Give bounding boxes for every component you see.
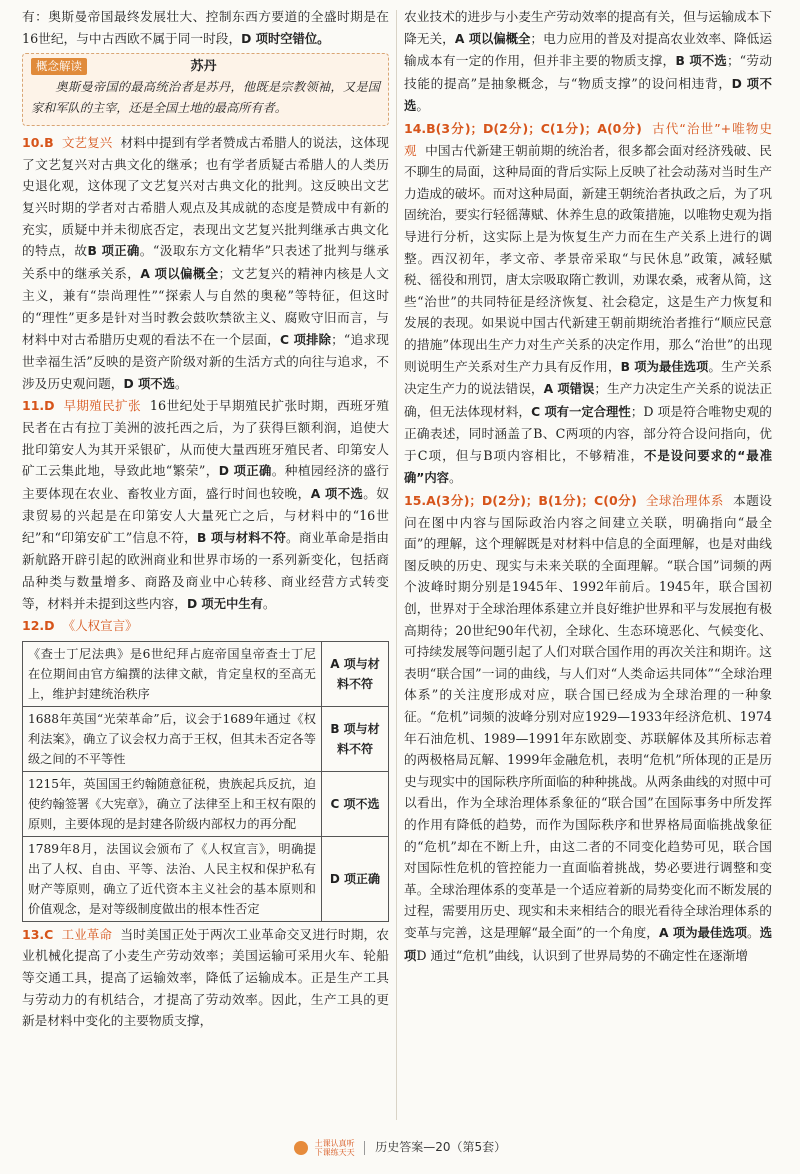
answer-topic: 早期殖民扩张 (63, 398, 141, 414)
page-number: 历史答案—20（第5套） (375, 1140, 507, 1154)
answer-topic: 《人权宣言》 (62, 618, 138, 634)
paragraph-continued: 有：奥斯曼帝国最终发展壮大、控制东西方要道的全盛时期是在16世纪，与中古西欧不属于同一时段，D 项时空错位。 (22, 9, 389, 46)
brand-logo-icon (294, 1141, 308, 1155)
page-footer (0, 1138, 800, 1157)
left-column (22, 6, 389, 1032)
answer-13-continued: 农业技术的进步与小麦生产劳动效率的提高有关，但与运输成本下降无关，A 项以偏概全；电力应用的普及对提高农业效率、降低运输成本有一定的作用，但并非主要的物质支撑，B 项不选；“劳动技能的提高”是抽象概念，与“物质支撑”的设问相违背，D 项不选。 (404, 9, 773, 114)
concept-box (22, 53, 389, 126)
table-row (23, 641, 389, 706)
table-cell-text: 1688年英国“光荣革命”后，议会于1689年通过《权利法案》，确立了议会权力高于王权，但其未否定各等级之间的不平等性 (23, 706, 322, 771)
table-cell-text: 1789年8月，法国议会颁布了《人权宣言》，明确提出了人权、自由、平等、法治、人民主权和保护私有财产等原则，确立了近代资本主义社会的基本原则和价值观念，是对等级制度做出的根本性否定 (23, 836, 322, 921)
answer-14: 14.B(3分)；D(2分)；C(1分)；A(0分) 古代“治世”+唯物史观 中国古代新建王朝前期的统治者，很多都会面对经济残破、民不聊生的局面，这种局面的背后实际上反映了社会动荡对当时生产力造成的破坏。而对这种局面，新建王朝统治者执政之后，为了巩固统治，要实行轻徭薄赋、休养生息的政策措施，以唯物史观为指导进行分析，这实际上是为恢复生产力而在生产关系上进行的调整。西汉初年，孝文帝、孝景帝采取“与民休息”政策，减轻赋税、徭役和刑罚，唐太宗吸取隋亡教训，劝课农桑，戒奢从简，这些“治世”的共同特征是经济恢复、社会稳定，这是生产力恢复和发展的表现。如果说中国古代新建王朝前期统治者推行“顺应民意的措施”体现出生产力对生产关系的决定作用，那么“治世”的出现则说明生产关系对生产力具有反作用，B 项为最佳选项。生产关系决定生产力的说法错误，A 项错误；生产力决定生产关系的说法正确，但无法体现材料，C 项有一定合理性；D 项是符合唯物史观的正确表述，同时涵盖了B、C两项的内容，部分符合设问指向，优于C项，但与B项内容相比，不够精准，不是设问要求的“最准确”内容。 (404, 120, 773, 486)
answer-11: 11.D 早期殖民扩张 16世纪处于早期殖民扩张时期，西班牙殖民者在古有拉丁美洲的波托西之后，为了获得巨额利润，追使大批印第安人为其开采银矿，从而使大量西班牙殖民者、印第安人矿工云集此地，导致此地“繁荣”，D 项正确。种植园经济的盛行主要体现在农业、畜牧业方面，盛行时间也较晚，A 项不选。奴隶贸易的兴起是在印第安人大量死亡之后，与材料中的“16世纪”和“印第安矿工”信息不符，B 项与材料不符。商业革命是指由新航路开辟引起的欧洲商业和世界市场的一系列新变化，包括商品种类与数量增多、商路及商业中心转移、商业经营方式转变等，材料并未提到这些内容，D 项无中生有。 (22, 398, 389, 611)
table-row (23, 771, 389, 836)
table-cell-verdict: B 项与材料不符 (322, 706, 389, 771)
answer-label: 11.D (22, 398, 55, 414)
answer-13: 13.C 工业革命 当时美国正处于两次工业革命交叉进行时期，农业机械化提高了小麦生产劳动效率；美国运输可采用火车、轮船等交通工具，提高了运输效率，降低了运输成本。正是生产工具与劳动力的有机结合，才提高了劳动效率。因此，生产工具的更新是材料中变化的主要物质支撑， (22, 926, 389, 1029)
concept-title: 苏丹 (190, 59, 217, 75)
answer-label: 14.B(3分)；D(2分)；C(1分)；A(0分) (404, 120, 642, 136)
comparison-table (22, 641, 389, 922)
table-cell-text: 《查士丁尼法典》是6世纪拜占庭帝国皇帝查士丁尼在位期间由官方编撰的法律文献，肯定皇权的至高无上，维护封建统治秩序 (23, 641, 322, 706)
concept-body: 奥斯曼帝国的最高统治者是苏丹，他既是宗教领袖，又是国家和军队的主宰，还是全国土地的最高所有者。 (31, 80, 380, 116)
table-cell-verdict: C 项不选 (322, 771, 389, 836)
table-cell-verdict: A 项与材料不符 (322, 641, 389, 706)
answer-15: 15.A(3分)；D(2分)；B(1分)；C(0分) 全球治理体系 本题设问在图中内容与国际政治内容之间建立关联，明确指向“最全面”的理解，这个理解既是对材料中信息的全面理解，也是对曲线图反映的历史、现实与未来关联的全面理解。“联合国”词频的两个波峰时期分别是1945年、1992年前后。1945年，联合国初创，世界对于全球治理体系建立并良好维护世界和平与发展抱有极高期待；20世纪90年代初，全球化、生态环境恶化、气候变化、可持续发展等问题引起了人们对联合国作用的再次关注和期许。这表明“联合国”一词的曲线，与人们对“人类命运共同体”“全球治理体系”的关注度形成对应，联合国已经成为全球治理的一种象征。“危机”词频的波峰分别对应1929—1933年经济危机、1974年石油危机、1989—1991年东欧剧变、苏联解体及其所标志着的两极格局瓦解、1999年金融危机，表明“危机”所体现的正是历史与现实中的国际秩序所面临的种种挑战。从两条曲线的对照中可以看出，作为全球治理体系象征的“联合国”在国际事务中所发挥的作用有降低的趋势，而作为国际秩序和世界格局面临挑战象征的“危机”却在不断上升，由这二者的不同变化趋势可见，联合国对国际性危机的管控能力一直面临着挑战，势必要进行调整和变革。全球治理体系的变革是一个适应着新的局势变化而不断发展的过程，需要用历史、现实和未来相结合的眼光看待全球治理体系的变革与完善，这是理解“最全面”的一个角度，A 项为最佳选项。选项D 通过“危机”曲线，认识到了世界局势的不确定性在逐渐增 (404, 493, 772, 963)
answer-topic: 工业革命 (61, 926, 113, 942)
answer-10: 10.B 文艺复兴 材料中提到有学者赞成古希腊人的说法，这体现了文艺复兴对古典文化的继承；也有学者质疑古希腊人的人类历史退化观，这体现了文艺复兴对古典文化的批判。这反映出文艺复兴时期的学者对古希腊人观点及其成就的态度是赞成中有新的充实，质疑中并未彻底否定，表现出文艺复兴批判继承古典文化的特点，故B 项正确。“汲取东方文化精华”只表述了批判与继承关系中的继承关系，A 项以偏概全；文艺复兴的精神内核是人文主义，兼有“崇尚理性”“探索人与自然的奥秘”等特征，但这时的“理性”更多是针对当时教会鼓吹禁欲主义、腐败守旧而言，与材料中对古希腊历史观的看法不在一个层面，C 项排除；“追求现世幸福生活”反映的是资产阶级对新的生活方式的向往与追求，不涉及历史观问题，D 项不选。 (22, 135, 390, 391)
answer-label: 10.B (22, 135, 54, 151)
table-row (23, 836, 389, 921)
table-row (23, 706, 389, 771)
answer-topic: 古代“治世”+唯物史观 (404, 120, 772, 158)
answer-label: 15.A(3分)；D(2分)；B(1分)；C(0分) (404, 493, 637, 509)
answer-label: 12.D (22, 618, 55, 634)
concept-tag: 概念解读 (31, 58, 87, 75)
table-cell-text: 1215年，英国国王约翰随意征税，贵族起兵反抗，迫使约翰签署《大宪章》，确立了法律至上和王权有限的原则，主要体现的是封建各阶级内部权力的再分配 (23, 771, 322, 836)
answer-topic: 文艺复兴 (61, 135, 113, 151)
footer-separator (364, 1141, 365, 1155)
right-column (404, 6, 772, 967)
column-divider (396, 10, 397, 1120)
answer-12-heading (22, 615, 389, 637)
brand-slogan: 土课认真听 下课练天天 (314, 1138, 355, 1157)
answer-label: 13.C (22, 926, 54, 942)
table-cell-verdict: D 项正确 (322, 836, 389, 921)
answer-topic: 全球治理体系 (645, 493, 724, 509)
